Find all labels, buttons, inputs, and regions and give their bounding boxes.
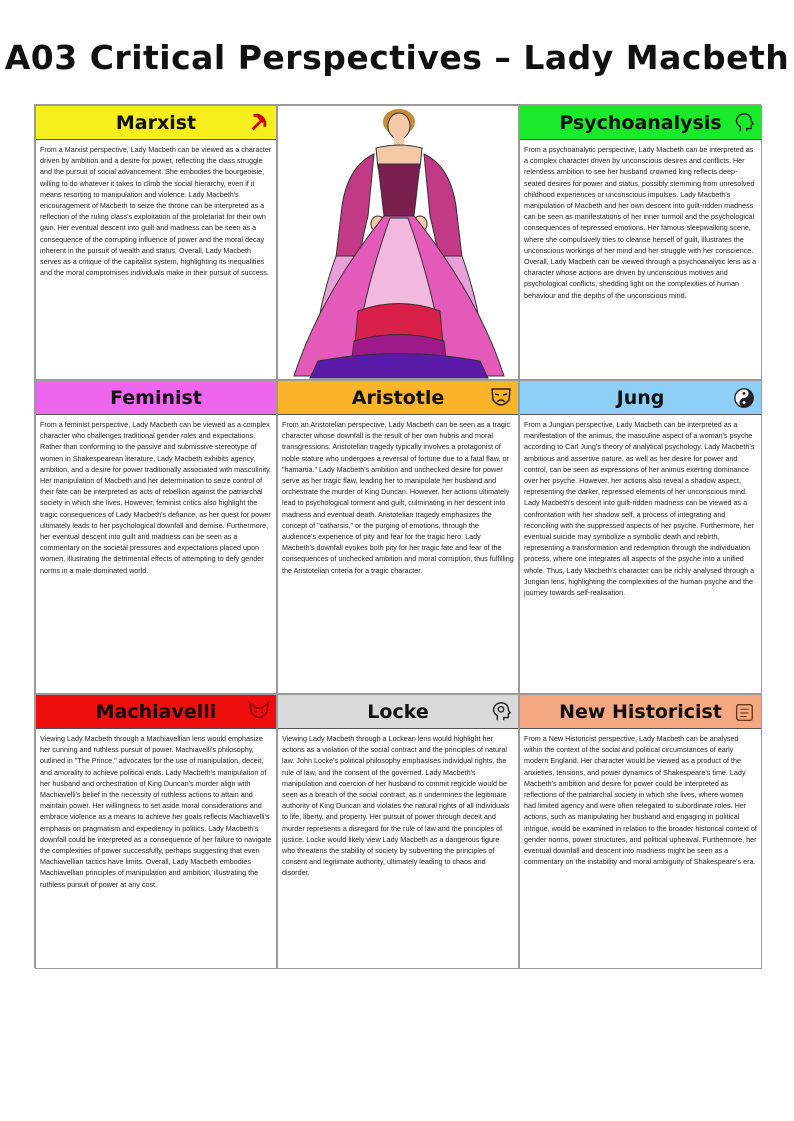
hammer-sickle-icon	[247, 111, 271, 135]
fox-icon	[247, 700, 271, 724]
marxist-header	[36, 106, 276, 140]
psychoanalysis-text: From a psychoanalytic perspective, Lady Macbeth can be interpreted as a complex character driven by unconscious desires and conflicts. Her relentless ambition to see her husband crowned king reflects deep-seated desires for power and status, possibly stemming from unresolved childhood experiences or unconscious impulses. Lady Macbeth's manipulation of Macbeth and her own descent into guilt-ridden madness can be seen as manifestations of her inner turmoil and the psychological consequences of repressed emotions. Her famous sleepwalking scene, where she compulsively tries to cleanse herself of guilt, illustrates the unconscious workings of her mind and her struggle with her conscience. Overall, Lady Macbeth can be viewed through a psychoanalytic lens as a character whose actions are driven by unconscious motives and psychological conflicts, shedding light on the complexities of human behaviour and the depths of the unconscious mind.	[524, 145, 757, 300]
aristotle-heading: Aristotle	[351, 386, 445, 409]
machiavelli-heading: Machiavelli	[95, 700, 217, 723]
head-icon	[732, 111, 756, 135]
locke-heading: Locke	[367, 700, 429, 723]
jung-panel	[519, 380, 762, 694]
feminist-panel	[35, 380, 277, 694]
aristotle-text: From an Aristotelian perspective, Lady Macbeth can be seen as a tragic character whose downfall is the result of her own hubris and moral transgressions. Aristotelian tragedy typically involves a protagonist of noble stature who undergoes a reversal of fortune due to a fatal flaw, or "hamartia." Lady Macbeth's ambition and unchecked desire for power serve as her tragic flaw, leading her to manipulate her husband and orchestrate the murder of King Duncan. However, her actions ultimately lead to psychological torment and guilt, culminating in her descent into madness and eventual death. Aristotelian tragedy emphasizes the concept of "catharsis," or the purging of emotions, through the audience's experience of pity and fear for the tragic hero. Lady Macbeth's downfall evokes both pity for her tragic fate and fear of the consequences of unchecked ambition and moral corruption, thus fulfilling the Aristotelian criteria for a tragic character.	[282, 420, 514, 575]
psychoanalysis-header	[520, 106, 761, 140]
lady-macbeth-illustration	[278, 106, 519, 380]
marxist-text: From a Marxist perspective, Lady Macbeth can be viewed as a character driven by ambition and a desire for power, reflecting the class struggle and the pursuit of social advancement. She embodies the bourgeoisie, willing to do whatever it takes to climb the social hierarchy, even if it means resorting to manipulation and violence. Lady Macbeth's encouragement of Macbeth to seize the throne can be interpreted as a reflection of the ruling class's exploitation of the proletariat for their own gain. Her eventual descent into guilt and madness can be seen as a consequence of the corrupting influence of power and the moral decay inherent in the pursuit of wealth and status. Overall, Lady Macbeth serves as a critique of the capitalist system, highlighting its inequalities and the moral compromises individuals make in their pursuit of success.	[40, 145, 272, 278]
jung-text: From a Jungian perspective, Lady Macbeth can be interpreted as a manifestation of the animus, the masculine aspect of a woman's psyche according to Carl Jung's theory of analytical psychology. Lady Macbeth's ambitious and assertive nature, as well as her desire for power and control, can be seen as expressions of her animus exerting dominance over her psyche. However, her actions also reveal a shadow aspect, representing the darker, repressed elements of her unconscious mind. Lady Macbeth's descent into guilt-ridden madness can be viewed as a confrontation with her shadow self, a process of integrating and reconciling with the suppressed aspects of her psyche. Furthermore, her eventual suicide may symbolize a symbolic death and rebirth, representing a transformation and redemption through the individuation process, where one integrates all aspects of the psyche into a unified whole. Thus, Lady Macbeth's character can be richly analysed through a Jungian lens, highlighting the complexities of the human psyche and the journey towards self-realisation.	[524, 420, 755, 598]
machiavelli-header	[36, 695, 276, 729]
feminist-header	[36, 381, 276, 415]
locke-text: Viewing Lady Macbeth through a Lockean lens would highlight her actions as a violation of the social contract and the principles of natural law. John Locke's political philosophy emphasises individual rights, the rule of law, and the consent of the governed. Lady Macbeth's manipulation and coercion of her husband to commit regicide would be seen as a breach of the social contract, as it undermines the legitimate authority of King Duncan and violates the natural rights of all individuals to life, liberty, and property. Her pursuit of power through deceit and murder represents a disregard for the rule of law and the principles of justice. Locke would likely view Lady Macbeth as a dangerous figure who threatens the stability of society by subverting the principles of consent and legitimate authority, ultimately leading to chaos and disorder.	[282, 734, 510, 878]
locke-header	[278, 695, 518, 729]
new-historicist-text: From a New Historicist perspective, Lady Macbeth can be analysed within the context of the social and political circumstances of early modern England. Her character would be viewed as a product of the anxieties, tensions, and power dynamics of Shakespeare's time. Lady Macbeth's ambition and desire for power could be interpreted as reflections of the patriarchal society in which she lives, where women had limited agency and were often relegated to subordinate roles. Her actions, such as manipulating her husband and engaging in political intrigue, would be examined in relation to the broader historical context of gender norms, power structures, and political upheaval. Furthermore, her eventual downfall and descent into madness might be seen as a commentary on the instability and moral ambiguity of Shakespeare's era.	[524, 734, 757, 867]
marxist-panel	[35, 105, 277, 380]
machiavelli-text: Viewing Lady Macbeth through a Machiavellian lens would emphasize her cunning and ruthless pursuit of power. Machiavelli's philosophy, outlined in "The Prince," advocates for the use of manipulation, deceit, and amorality to achieve political ends. Lady Macbeth's manipulation of her husband and orchestration of King Duncan's murder align with Machiavelli's belief in the necessity of ruthless actions to attain and maintain power. Her willingness to set aside moral considerations and embrace violence as a means to achieve her goals reflects Machiavelli's emphasis on pragmatism and expediency in politics. Lady Macbeth's downfall could be interpreted as a consequence of her failure to navigate the complexities of power successfully, perhaps suggesting that even Machiavellian tactics have limits. Overall, Lady Macbeth embodies Machiavellian principles of manipulation and ambition, illustrating the ruthless pursuit of power at any cost.	[40, 734, 272, 889]
marxist-heading: Marxist	[115, 111, 197, 134]
page-title: A03 Critical Perspectives – Lady Macbeth	[4, 38, 790, 77]
locke-panel	[277, 694, 519, 969]
yin-yang-icon	[732, 386, 756, 410]
theatre-mask-icon	[489, 386, 513, 410]
jung-header	[520, 381, 761, 415]
new-historicist-header	[520, 695, 761, 729]
machiavelli-panel	[35, 694, 277, 969]
feminist-heading: Feminist	[110, 386, 202, 409]
feminist-text: From a feminist perspective, Lady Macbeth can be viewed as a complex character who challenges traditional gender roles and expectations. Rather than conforming to the passive and submissive stereotype of women in Shakespearean literature, Lady Macbeth exhibits agency, ambition, and a desire for power traditionally associated with masculinity. Her manipulation of Macbeth and her determination to seize control of their fate can be interpreted as acts of rebellion against the patriarchal society in which she lives. However, feminist critics also highlight the tragic consequences of Lady Macbeth's defiance, as her quest for power ultimately leads to her psychological downfall and demise. Furthermore, her eventual descent into guilt and madness can be seen as a commentary on the societal pressures and expectations placed upon women, illustrating the detrimental effects of attempting to defy gender norms in a male-dominated world.	[40, 420, 272, 575]
psychoanalysis-panel	[519, 105, 762, 380]
new-historicist-panel	[519, 694, 762, 969]
psychoanalysis-heading: Psychoanalysis	[559, 111, 722, 134]
head-gear-icon	[489, 700, 513, 724]
lady-macbeth-portrait	[277, 105, 519, 380]
aristotle-panel	[277, 380, 519, 694]
aristotle-header	[278, 381, 518, 415]
jung-heading: Jung	[616, 386, 665, 409]
scroll-icon	[732, 700, 756, 724]
perspectives-grid	[34, 104, 761, 968]
new-historicist-heading: New Historicist	[559, 700, 722, 723]
